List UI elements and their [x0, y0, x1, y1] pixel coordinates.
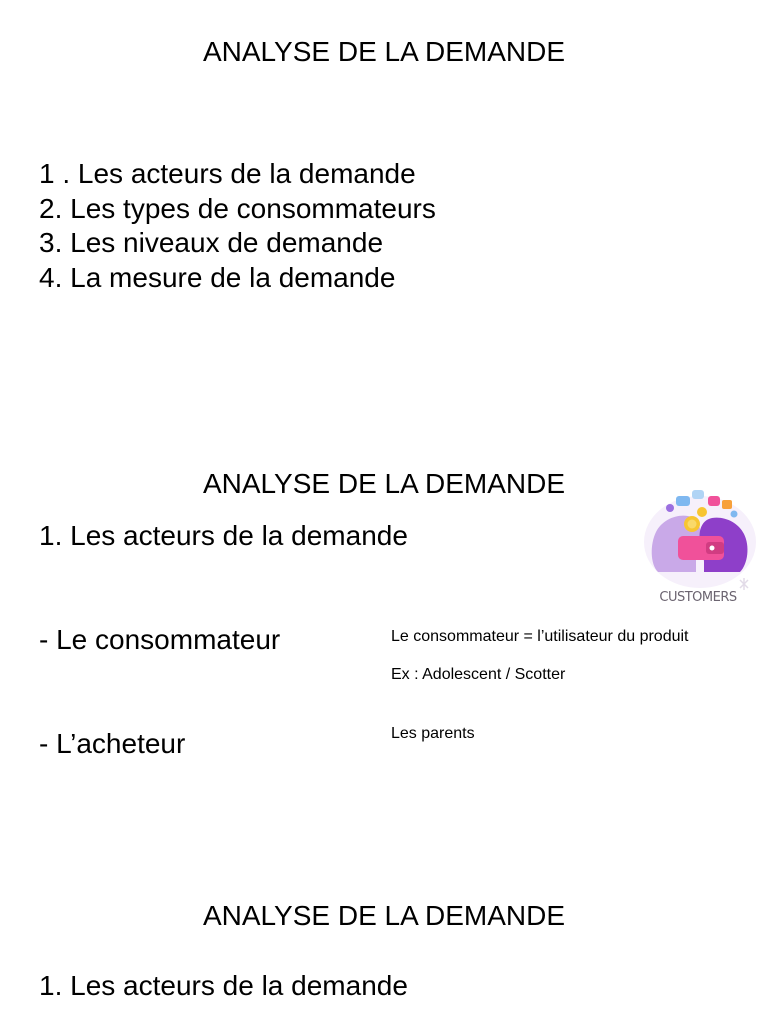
slide-2-subtitle: 1. Les acteurs de la demande	[39, 520, 408, 551]
agenda-item-1: 1 . Les acteurs de la demande	[39, 158, 416, 189]
consommateur-example: Ex : Adolescent / Scotter	[391, 666, 566, 683]
agenda-item-3: 3. Les niveaux de demande	[39, 227, 384, 258]
consommateur-definition: Le consommateur = l’utilisateur du produit	[391, 628, 689, 645]
agenda-item-2: 2. Les types de consommateurs	[39, 192, 436, 224]
slide-2-title: ANALYSE DE LA DEMANDE	[202, 468, 566, 499]
customers-caption: CUSTOMERS	[659, 590, 737, 605]
consommateur-heading: - Le consommateur	[39, 624, 281, 655]
acheteur-heading: - L’acheteur	[39, 728, 186, 759]
slide-1-title: ANALYSE DE LA DEMANDE	[202, 36, 566, 67]
agenda-item-4: 4. La mesure de la demande	[39, 261, 396, 293]
acheteur-definition: Les parents	[391, 725, 475, 742]
slide-3-subtitle: 1. Les acteurs de la demande	[39, 970, 408, 1001]
slide-3-title: ANALYSE DE LA DEMANDE	[202, 900, 566, 931]
